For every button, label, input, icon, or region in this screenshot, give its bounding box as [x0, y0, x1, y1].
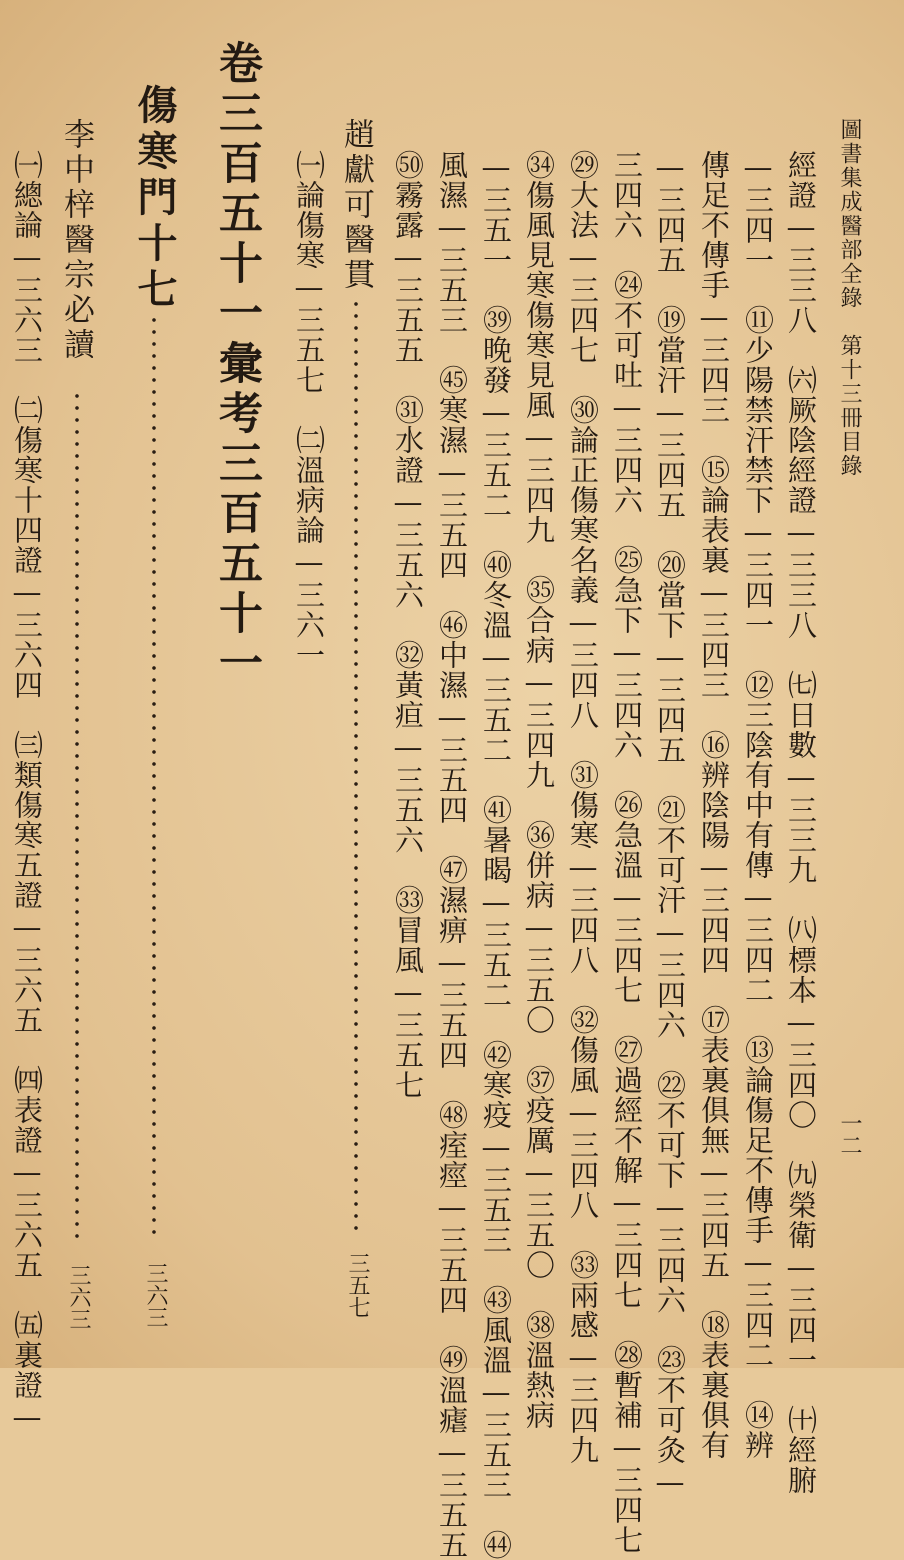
men-heading: 傷寒門十七 — [131, 84, 178, 314]
toc-line: —三四一 ⑪少陽禁汗禁下—三四一 ⑫三陰有中有傳—三四二 ⑬論傷足不傳手—三四二 ⑭辨 — [741, 150, 775, 1460]
toc-line: 風濕—三五三 ㊺寒濕—三五四 ㊻中濕—三五四 ㊼濕痹—三五四 ㊽痓痙—三五四 ㊾溫瘧—三五五 — [435, 150, 469, 1560]
page-number: 一二 — [837, 1112, 862, 1156]
men-page: 三六三 — [143, 1262, 168, 1328]
toc-line: ㉞傷風見寒傷寒見風—三四九 ㉟合病—三四九 ㊱併病—三五〇 ㊲疫厲—三五〇 ㊳溫熱病 — [522, 150, 556, 1430]
toc-line: ㈠總論—三六三 ㈡傷寒十四證—三六四 ㈢類傷寒五證—三六五 ㈣表證—三六五 ㈤裏證— — [10, 150, 44, 1435]
leader-dots — [152, 314, 156, 1238]
juan-heading: 卷三百五十一彙考三百五十一 — [211, 40, 262, 690]
toc-line: 傳足不傳手—三四三 ⑮論表裏—三四三 ⑯辨陰陽—三四四 ⑰表裏俱無—三四五 ⑱表裏俱有 — [697, 150, 731, 1460]
book-title: 趙獻可醫貫 — [338, 118, 374, 293]
toc-line: 經證—三三八 ㈥厥陰經證—三三八 ㈦日數—三三九 ㈧標本—三四〇 ㈨榮衛—三四一 ㈩經腑 — [784, 150, 818, 1495]
toc-line: ㈠論傷寒—三五七 ㈡溫病論—三六一 — [292, 150, 326, 670]
leader-dots — [354, 298, 358, 1238]
book-page: 三五七 — [345, 1252, 370, 1318]
toc-line: 三四六 ㉔不可吐—三四六 ㉕急下—三四六 ㉖急溫—三四七 ㉗過經不解—三四七 ㉘暫補—三四七 — [610, 150, 644, 1555]
book-title: 李中梓醫宗必讀 — [58, 118, 94, 363]
page-header: 圖書集成醫部全錄 第十三冊目錄 — [837, 118, 862, 478]
toc-line: —三五一 ㊴晚發—三五二 ㊵冬溫—三五二 ㊶暑暍—三五二 ㊷寒疫—三五三 ㊸風溫—三五三 ㊹ — [479, 150, 513, 1560]
toc-line: —三四五 ⑲當汗—三四五 ⑳當下—三四五 ㉑不可汗—三四六 ㉒不可下—三四六 ㉓不可灸— — [653, 150, 687, 1500]
toc-line: ㉙大法—三四七 ㉚論正傷寒名義—三四八 ㉛傷寒—三四八 ㉜傷風—三四八 ㉝兩感—三四九 — [566, 150, 600, 1465]
book-page: 三六三 — [66, 1264, 91, 1330]
leader-dots — [75, 390, 79, 1240]
toc-line: ㊿霧露—三五五 ㉛水證—三五六 ㉜黃疸—三五六 ㉝冒風—三五七 — [391, 150, 425, 1100]
